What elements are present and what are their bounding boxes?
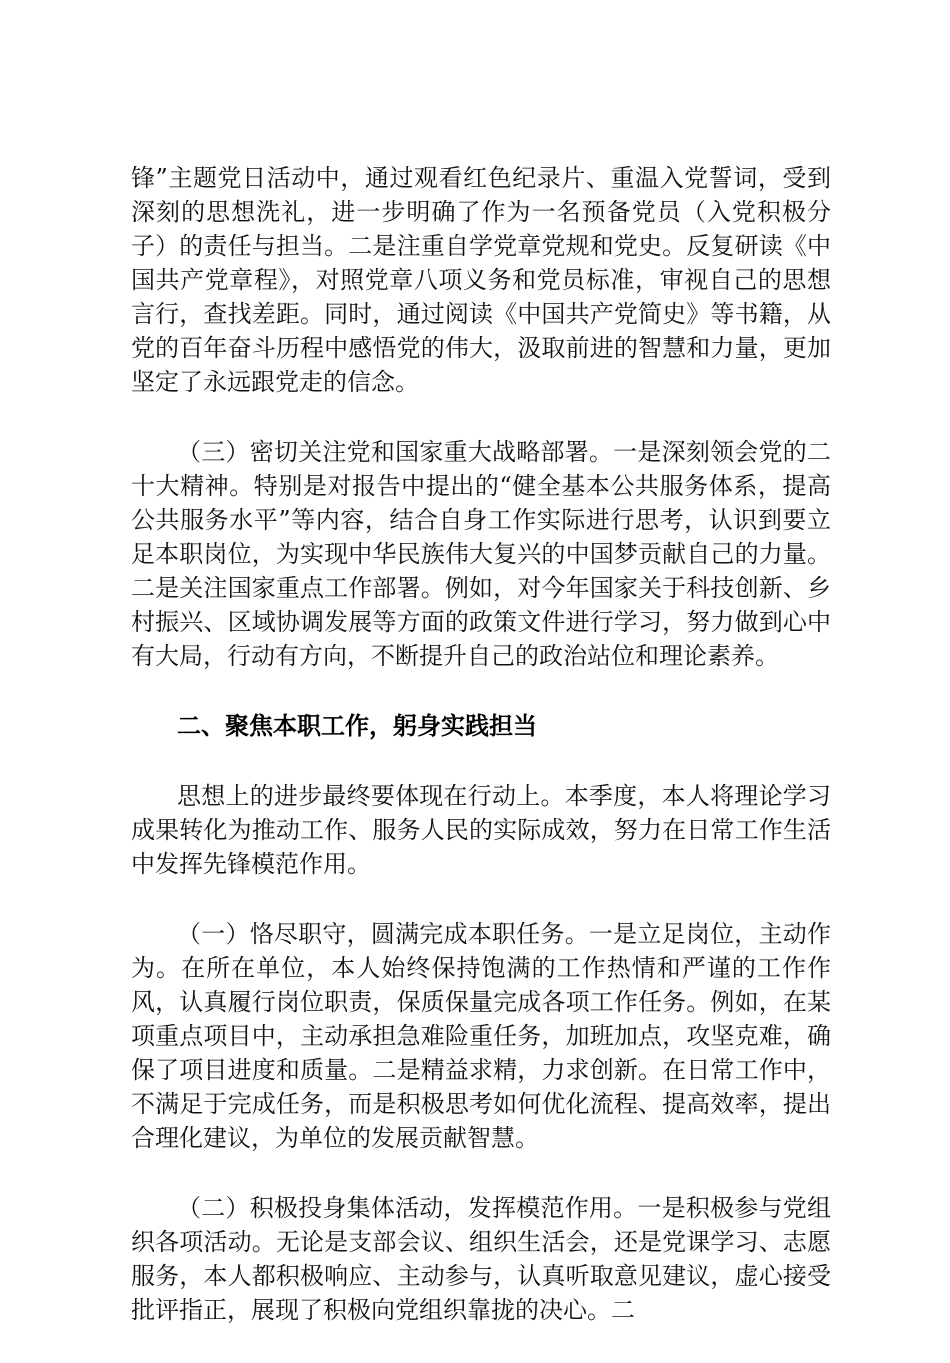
paragraph-subsection-two: （二）积极投身集体活动，发挥模范作用。一是积极参与党组织各项活动。无论是支部会议、组织生活会，还是党课学习、志愿服务，本人都积极响应、主动参与，认真听取意见建议，虚心接受批评指正，展现了积极向党组织靠拢的决心。二 <box>131 1194 831 1324</box>
document-body <box>131 161 831 1363</box>
paragraph-section-three: （三）密切关注党和国家重大战略部署。一是深刻领会党的二十大精神。特别是对报告中提出的“健全基本公共服务体系，提高公共服务水平”等内容，结合自身工作实际进行思考，认识到要立足本职岗位，为实现中华民族伟大复兴的中国梦贡献自己的力量。二是关注国家重点工作部署。例如，对今年国家关于科技创新、乡村振兴、区域协调发展等方面的政策文件进行学习，努力做到心中有大局，行动有方向，不断提升自己的政治站位和理论素养。 <box>131 438 831 670</box>
paragraph-continuation: 锋”主题党日活动中，通过观看红色纪录片、重温入党誓词，受到深刻的思想洗礼，进一步明确了作为一名预备党员（入党积极分子）的责任与担当。二是注重自学党章党规和党史。反复研读《中国共产党章程》，对照党章八项义务和党员标准，审视自己的思想言行，查找差距。同时，通过阅读《中国共产党简史》等书籍，从党的百年奋斗历程中感悟党的伟大，汲取前进的智慧和力量，更加坚定了永远跟党走的信念。 <box>131 164 831 396</box>
paragraph-intro: 思想上的进步最终要体现在行动上。本季度，本人将理论学习成果转化为推动工作、服务人民的实际成效，努力在日常工作生活中发挥先锋模范作用。 <box>131 782 831 878</box>
section-heading: 二、聚焦本职工作，躬身实践担当 <box>177 712 537 740</box>
paragraph-subsection-one: （一）恪尽职守，圆满完成本职任务。一是立足岗位，主动作为。在所在单位，本人始终保持饱满的工作热情和严谨的工作作风，认真履行岗位职责，保质保量完成各项工作任务。例如，在某项重点项目中，主动承担急难险重任务，加班加点，攻坚克难，确保了项目进度和质量。二是精益求精，力求创新。在日常工作中，不满足于完成任务，而是积极思考如何优化流程、提高效率，提出合理化建议，为单位的发展贡献智慧。 <box>131 920 831 1152</box>
